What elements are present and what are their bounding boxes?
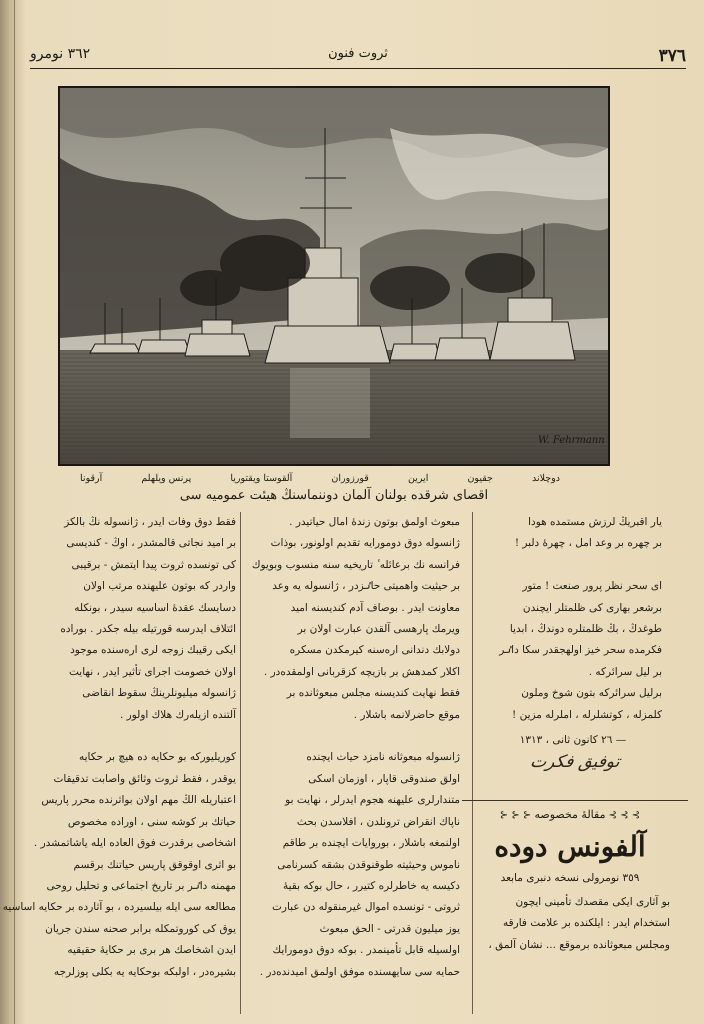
text-line: متندارلرى عليهنه هجوم ايدرلر ، نهايت بو — [285, 794, 460, 807]
text-line: اولان خصومت اجراى تأثير ايدر ، نهايت — [68, 665, 236, 678]
text-line: اولسيله قابل تأمينمدر . بوكه دوق دومورايك — [272, 944, 460, 957]
poem-line: فكرمده سحر خيز اولهجقدر سكا داٸر — [499, 644, 662, 657]
section-rule — [462, 800, 688, 801]
ship-names-row — [80, 473, 560, 487]
poem-line: برشعر بهارى كى ظلمتلر ايچندن — [522, 601, 662, 614]
journal-title: ثروت فنون — [328, 46, 388, 61]
page-header — [30, 44, 686, 70]
text-line: دسايسك عقدهٔ اساسيه سيدر ، بونكله — [74, 601, 236, 614]
text-line: اكلار كمدهش بر بازيچه كزقربانى اولمقدەدر . — [263, 665, 460, 678]
text-line: معاونت ايدر . بوصاف آدم كنديسنه اميد — [290, 601, 460, 614]
text-line: كى تونسده ثروت پيدا ايتمش - برقيبى — [71, 558, 236, 571]
engraver-signature: W. Fehrmann — [538, 435, 605, 446]
ship-name: قورزوران — [331, 473, 369, 484]
text-line: بو آثارى ايكى مقصدك تأمينى ايچون — [515, 896, 670, 908]
poem-line — [484, 555, 662, 576]
author-signature: توفيق فكرت — [528, 752, 622, 772]
page-number: ٣٧٦ — [658, 46, 686, 66]
poem-line: بر چهره بر وعد امل ، چهرهٔ دلبر ! — [514, 537, 662, 550]
text-line: بو اثرى اوقوقق پاريس حياتنك برقسم — [73, 858, 236, 871]
text-line: ناموس وحيثيته طوقنوقدن بشقه كسرنامى — [277, 858, 460, 871]
text-line: استخدام ايدر : ايلكنده بر علامت فارقه — [503, 917, 670, 930]
text-line: ائتلاف ايدرسه قورتيله بيله جكدر . بوراده — [60, 623, 236, 636]
article-subtitle: ٣٥٩ نومرولى نسخه دنبرى مابعد — [500, 872, 640, 884]
poem-line: اى سحر نظر پرور صنعت ! متور — [522, 580, 662, 593]
text-line: يوقدر ، فقط ثروت وثائق واصابت تدقيقات — [53, 772, 236, 785]
text-line: بر اميد نجاتى قالمشدر ، اوڭ - كنديسى — [66, 537, 236, 550]
text-line: يوق كى كوروتمكله برابر صحنه سندن جريان — [45, 922, 236, 935]
text-line: آلتنده ازيلەرك هلاك اولور . — [119, 708, 236, 721]
text-line: يوز ميليون قدرتى - الحق مبعوث — [319, 922, 460, 935]
text-line: اشخاصى برقدرت فوق العاده ايله ياشاتمشدر . — [33, 837, 236, 850]
text-line — [246, 726, 460, 747]
engraving-figure — [58, 86, 610, 466]
ship-name: پرنس ويلهلم — [141, 473, 192, 484]
poem-line: كلمزله ، كوتشلرله ، املرله مزين ! — [512, 708, 662, 721]
text-line: فقط نهايت كنديسنه مجلس مبعوثانده بر — [286, 687, 460, 700]
text-line: ناپاك انقراض ترونلدن ، افلاسدن بحث — [296, 815, 460, 828]
text-line: مطالعه سى ايله بيلسيرده ، بو آثارده بر حكايه اساسيه — [2, 901, 236, 914]
text-line: اولق صندوقى قاپار ، اوزمان اسكى — [308, 772, 460, 785]
header-rule — [30, 68, 686, 69]
text-line: اعتباريله الڭ مهم اولان بواثرنده محرر پاريس — [41, 794, 236, 807]
text-line: حمايه سى سايهسنده موفق اولمق اميدندەدر . — [259, 965, 460, 978]
poem-line: بر ليل سرائركه . — [588, 665, 662, 678]
text-line: مهمنه داٸر بر تاريخ اجتماعى و تحليل روحى — [46, 879, 236, 892]
middle-column — [246, 512, 460, 1012]
text-line: ثروتى - تونسده اموال غيرمنقوله دن عبارت — [272, 901, 460, 914]
text-line: ويرمك پارهسى آلقدن عبارت اولان بر — [297, 623, 460, 636]
ship-name: جقيون — [467, 473, 493, 484]
poem-line: يار اقبريڭ لرزش مستمده هودا — [528, 516, 662, 528]
article-title: آلفونس دوده — [494, 830, 646, 863]
text-line: ايكى رقيبك زوجه لرى ارەسنده موجود — [70, 644, 236, 657]
text-line — [30, 726, 236, 747]
poem-line: برليل سرائركه بتون شوخ وملون — [521, 687, 662, 700]
left-column — [2, 512, 236, 1012]
text-line: ومجلس مبعوثانده برموقع ... نشان آلمق ، — [488, 938, 670, 951]
text-line: ژانسوله ميليونلرينڭ سقوط انقاضى — [82, 687, 236, 700]
text-line: فرانسه نك برعائله ٔ تاريخيه سنه منسوب وبويوك — [251, 558, 460, 571]
ship-name: آرقونا — [80, 473, 103, 484]
fleet-engraving — [60, 88, 608, 464]
section-label: ⊱ ⊱ ⊱ مقالهٔ مخصوصه ⊰ ⊰ ⊰ — [499, 808, 641, 821]
text-line: حياتك بر كوشه سنى ، اوراده مخصوص — [67, 815, 236, 828]
text-line: موقع حاضرلانمه باشلار . — [353, 708, 460, 721]
text-line: دولابك دندانى ارەسنه كيرمكدن مسكره — [289, 644, 460, 657]
ship-name: آلقوستا ويقتوريا — [230, 473, 293, 484]
poem-line: طوغدڭ ، بڭ ظلمتلره دوندڭ ، ابديا — [509, 623, 662, 636]
text-line: فقط دوق وفات ايدر ، ژانسوله نڭ بالكز — [64, 516, 236, 528]
poem-column — [484, 512, 662, 748]
figure-caption: اقصاى شرقده بولنان آلمان دوننماسنڭ هيئت عموميه سى — [179, 488, 489, 503]
text-line: اولنمغه باشلار ، بوروايات ايچنده بر طاقم — [282, 837, 460, 850]
column-divider — [240, 512, 241, 1014]
poem-date: — ٢٦ كانون ثانى ، ١٣١٣ — [519, 734, 627, 747]
text-line: ژانسوله دوق دومورايه تقديم اولونور، بوذات — [270, 537, 460, 550]
text-line: كوريليوركه بو حكايه ده هيچ بر حكايه — [78, 751, 236, 764]
text-line: بر حيثيت واهميتى حاٸزدر ، ژانسوله يه وعد — [272, 580, 460, 593]
article-text — [470, 892, 670, 956]
text-line: بشيرەدر ، اولبكه بوحكايه يه بكلى پوزلرجه — [53, 965, 236, 978]
page-gutter — [14, 0, 15, 1024]
section-label-text: مقالهٔ مخصوصه — [534, 808, 606, 821]
ship-name: ايرين — [407, 473, 429, 484]
text-line: ايدن اشخاصك هر برى بر حكايهٔ حقيقيه — [67, 944, 236, 957]
text-line: مبعوث اولمق بوتون زندهٔ امال حياتيدر . — [289, 516, 460, 528]
text-line: ژانسوله مبعوثانه نامزد حيات ايچنده — [306, 751, 460, 764]
text-line: واردر كه بوتون عليهنده مرتب اولان — [83, 580, 236, 593]
text-line: دكيسه يه خاطرلره كتيرر ، حال بوكه بقيهٔ — [282, 879, 460, 892]
issue-number: ٣٦٢ نومرو — [30, 46, 91, 62]
ship-name: دوچلاند — [532, 473, 560, 484]
